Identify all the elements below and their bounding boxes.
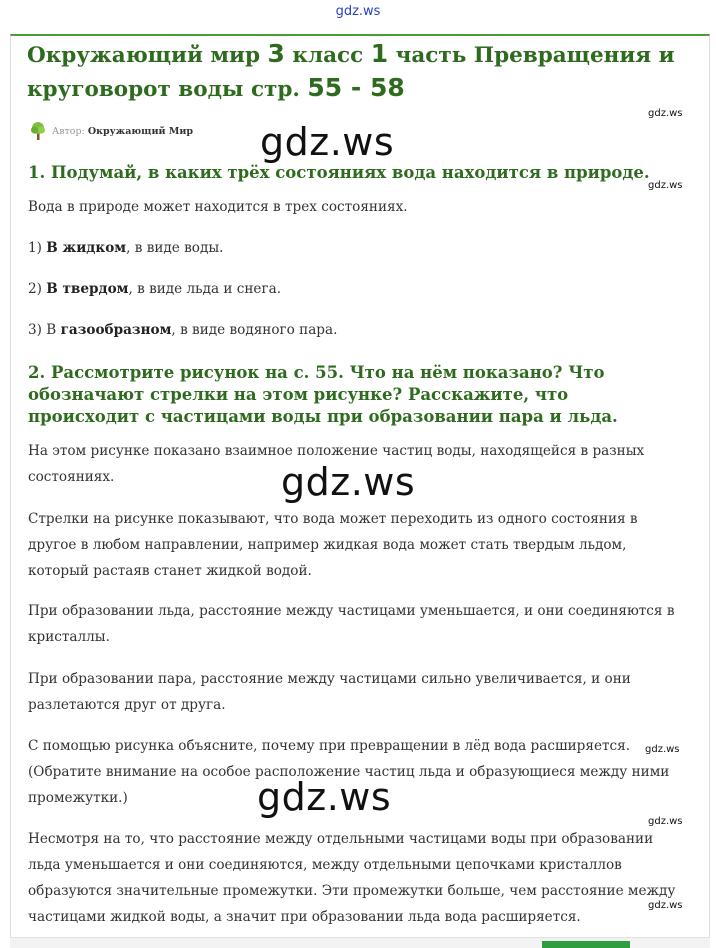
watermark-big: gdz.ws — [257, 775, 392, 819]
title-part-number: 1 — [370, 39, 389, 68]
title-part: Окружающий мир — [27, 43, 268, 68]
section1-heading: 1. Подумай, в каких трёх состояниях вода находится в природе. — [28, 163, 650, 182]
item-number: 2) — [28, 281, 47, 297]
title-grade-number: 3 — [267, 39, 285, 68]
paragraph: При образовании пара, расстояние между частицами сильно увеличивается, и они разлетаются друг от друга. — [28, 671, 631, 713]
item-number: 3) В — [28, 322, 61, 338]
paragraph: Несмотря на то, что расстояние между отдельными частицами воды при образовании льда уменьшается и они соединяются, между отдельными цепочками кристаллов образуются значительные промежутки. Эти промежутки больше, чем расстояние между частицами жидкой воды, а значит при образовании льда вода расширяется. — [28, 831, 676, 925]
tree-icon — [28, 121, 48, 141]
watermark-small: gdz.ws — [648, 108, 683, 119]
watermark-small: gdz.ws — [648, 180, 683, 191]
watermark-big: gdz.ws — [260, 120, 395, 164]
paragraph: Стрелки на рисунке показывают, что вода может переходить из одного состояния в другое в любом направлении, например жидкая вода может стать твердым льдом, который растаяв станет жидкой водой. — [28, 511, 638, 579]
section1-intro: Вода в природе может находится в трех состояниях. — [28, 199, 408, 215]
author-name[interactable]: Окружающий Мир — [87, 125, 194, 137]
item-bold: В твердом — [46, 281, 129, 297]
author-label: Автор: — [52, 125, 85, 137]
list-item — [28, 235, 683, 261]
section2-heading: 2. Рассмотрите рисунок на с. 55. Что на нём показано? Что обозначают стрелки на этом рисунке? Расскажите, что происходит с частицами воды при образовании пара и льда. — [28, 363, 618, 426]
list-item — [28, 276, 683, 302]
paragraph: При образовании льда, расстояние между частицами уменьшается, и они соединяются в кристаллы. — [28, 603, 675, 645]
title-pages: 55 - 58 — [307, 73, 405, 102]
item-bold: газообразном — [60, 322, 172, 338]
watermark-small: gdz.ws — [648, 816, 683, 827]
title-part: часть Превращения и круговорот воды стр. — [27, 43, 675, 102]
paragraph: На этом рисунке показано взаимное положение частиц воды, находящейся в разных состояниях. — [28, 443, 645, 485]
top-watermark: gdz.ws — [335, 4, 381, 19]
author-line — [28, 121, 193, 141]
watermark-small: gdz.ws — [648, 900, 683, 911]
item-text: , в виде воды. — [126, 240, 224, 256]
list-item — [28, 317, 683, 343]
item-text: , в виде льда и снега. — [128, 281, 282, 297]
watermark-big: gdz.ws — [281, 460, 416, 504]
bottom-scroll-bar — [10, 937, 710, 948]
title-part: класс — [284, 43, 371, 68]
item-number: 1) — [28, 240, 47, 256]
page-title — [27, 38, 687, 106]
watermark-small: gdz.ws — [645, 744, 680, 755]
item-text: , в виде водяного пара. — [171, 322, 338, 338]
paragraph: С помощью рисунка объясните, почему при превращении в лёд вода расширяется. (Обратите внимание на особое расположение частиц льда и образующиеся между ними промежутки.) — [28, 738, 670, 806]
item-bold: В жидком — [46, 240, 127, 256]
